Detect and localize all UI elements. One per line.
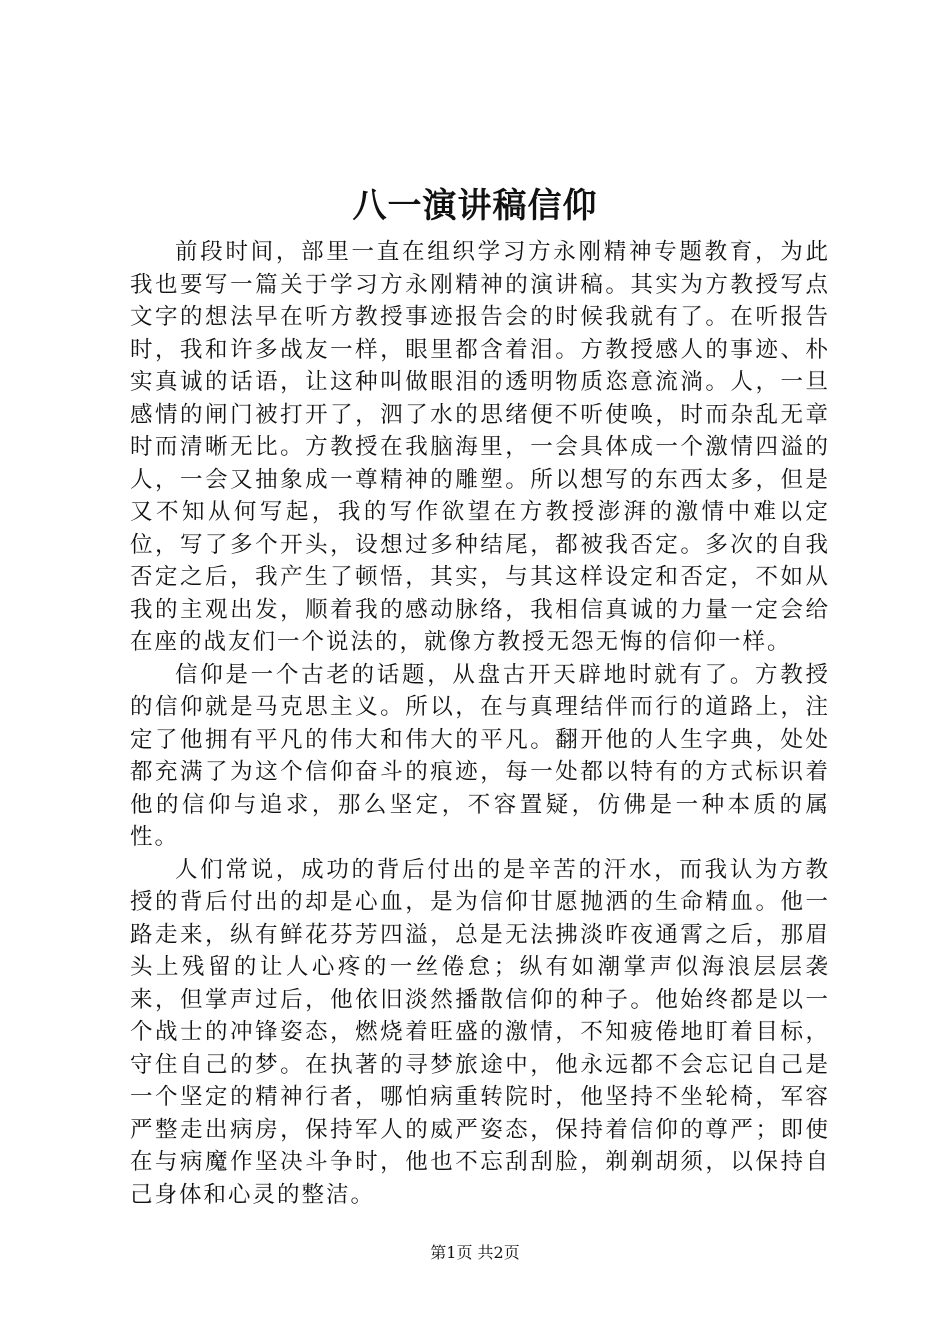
page-footer: 第1页 共2页: [430, 1243, 520, 1262]
paragraph-3: 人们常说，成功的背后付出的是辛苦的汗水，而我认为方教授的背后付出的却是心血，是为信仰甘愿抛洒的生命精血。他一路走来，纵有鲜花芬芳四溢，总是无法拂淡昨夜通霄之后，那眉头上残留的让人心疼的一丝倦怠；纵有如潮掌声似海浪层层袭来，但掌声过后，他依旧淡然播散信仰的种子。他始终都是以一个战士的冲锋姿态，燃烧着旺盛的激情，不知疲倦地盯着目标，守住自己的梦。在执著的寻梦旅途中，他永远都不会忘记自己是一个坚定的精神行者，哪怕病重转院时，他坚持不坐轮椅，军容严整走出病房，保持军人的威严姿态，保持着信仰的尊严；即使在与病魔作坚决斗争时，他也不忘刮刮脸，剃剃胡须，以保持自己身体和心灵的整洁。: [130, 856, 830, 1208]
paragraph-2: 信仰是一个古老的话题，从盘古开天辟地时就有了。方教授的信仰就是马克思主义。所以，在与真理结伴而行的道路上，注定了他拥有平凡的伟大和伟大的平凡。翻开他的人生字典，处处都充满了为这个信仰奋斗的痕迹，每一处都以特有的方式标识着他的信仰与追求，那么坚定，不容置疑，仿佛是一种本质的属性。: [130, 661, 830, 850]
document-title: 八一演讲稿信仰: [352, 186, 598, 226]
document-body: [130, 236, 830, 1211]
paragraph-1: 前段时间，部里一直在组织学习方永刚精神专题教育，为此我也要写一篇关于学习方永刚精神的演讲稿。其实为方教授写点文字的想法早在听方教授事迹报告会的时候我就有了。在听报告时，我和许多战友一样，眼里都含着泪。方教授感人的事迹、朴实真诚的话语，让这种叫做眼泪的透明物质恣意流淌。人，一旦感情的闸门被打开了，泗了水的思绪便不听使唤，时而杂乱无章时而清晰无比。方教授在我脑海里，一会具体成一个激情四溢的人，一会又抽象成一尊精神的雕塑。所以想写的东西太多，但是又不知从何写起，我的写作欲望在方教授澎湃的激情中难以定位，写了多个开头，设想过多种结尾，都被我否定。多次的自我否定之后，我产生了顿悟，其实，与其这样设定和否定，不如从我的主观出发，顺着我的感动脉络，我相信真诚的力量一定会给在座的战友们一个说法的，就像方教授无怨无悔的信仰一样。: [130, 239, 830, 655]
